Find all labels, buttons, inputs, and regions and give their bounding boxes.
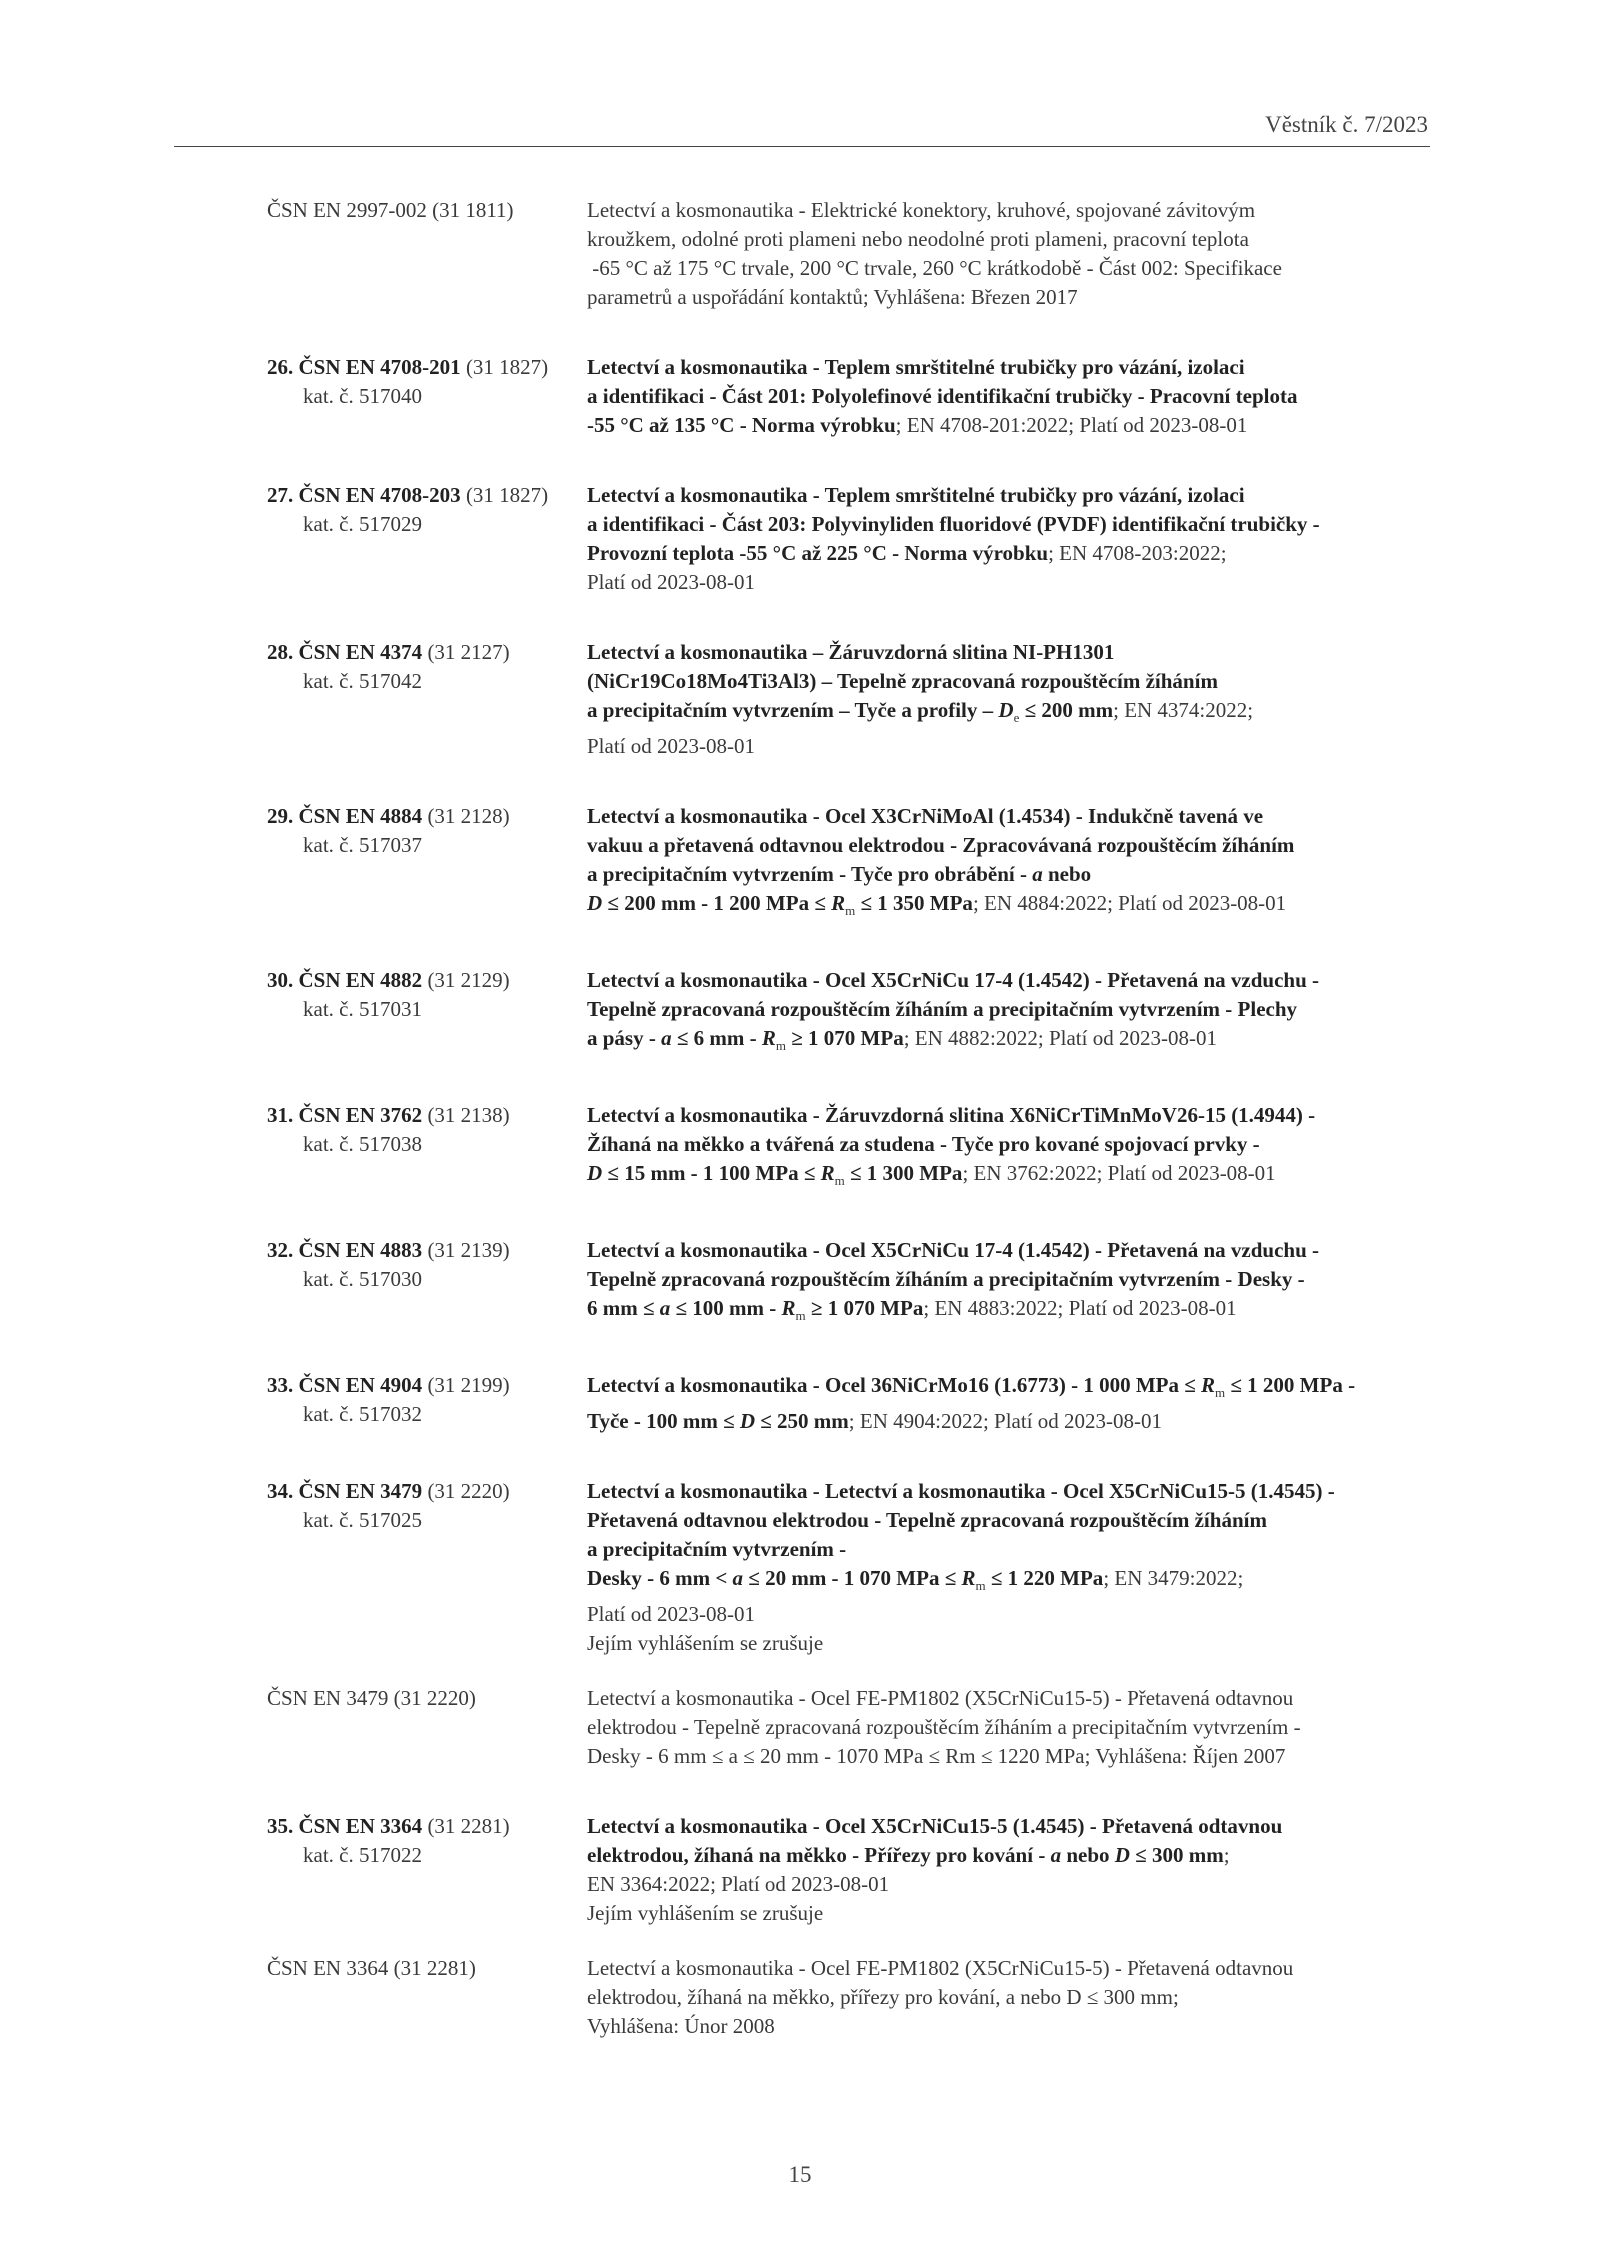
standard-code: ČSN EN 4884 [298, 804, 423, 828]
class-code: (31 2138) [422, 1103, 510, 1127]
catalog-number: kat. č. 517025 [303, 1508, 422, 1532]
class-code: (31 2127) [422, 640, 510, 664]
standard-description: Letectví a kosmonautika - Letectví a kosmonautika - Ocel X5CrNiCu15-5 (1.4545) - Přetavená odtavnou elektrodou - Tepelně zpracovaná rozpouštěcím žíháním a precipitačním vytvrzením - Desky - 6 mm < a ≤ 20 mm - 1 070 MPa ≤ $R_m \le 1$ 220 MPa; EN 3479:2022; Platí od 2023-08-01 Jejím vyhlášením se zrušuje [587, 1479, 1335, 1655]
catalog-number: kat. č. 517022 [303, 1843, 422, 1867]
list-item [174, 1101, 1436, 1195]
standard-code: ČSN EN 3364 (31 2281) [267, 1956, 476, 1980]
item-number: 32. [267, 1238, 294, 1262]
list-item [174, 1684, 1436, 1771]
standard-description: Letectví a kosmonautika - Teplem smrštitelné trubičky pro vázání, izolaci a identifikaci - Část 203: Polyvinyliden fluoridové (PVDF) identifikační trubičky - Provozní teplota -55 °C až 225 °C - Norma výrobku; EN 4708-203:2022; Platí od 2023-08-01 [587, 483, 1320, 594]
standard-code: ČSN EN 4708-201 [298, 355, 461, 379]
standard-code: ČSN EN 4904 [298, 1373, 423, 1397]
standard-description: Letectví a kosmonautika - Ocel FE-PM1802 (X5CrNiCu15-5) - Přetavená odtavnou elektrodou, žíhaná na měkko, přířezy pro kování, a nebo D ≤ 300 mm; Vyhlášena: Únor 2008 [587, 1956, 1294, 2038]
page-number: 15 [788, 2162, 812, 2187]
catalog-number: kat. č. 517031 [303, 997, 422, 1021]
catalog-number: kat. č. 517038 [303, 1132, 422, 1156]
standard-code: ČSN EN 4882 [298, 968, 423, 992]
item-number: 31. [267, 1103, 294, 1127]
journal-title: Věstník č. 7/2023 [1265, 112, 1428, 137]
list-item [174, 802, 1436, 925]
class-code: (31 2139) [422, 1238, 510, 1262]
list-item [174, 1477, 1436, 1658]
item-number: 26. [267, 355, 294, 379]
list-item [174, 1954, 1436, 2041]
standard-description: Letectví a kosmonautika - Ocel X5CrNiCu15-5 (1.4545) - Přetavená odtavnou elektrodou, žíhaná na měkko - Přířezy pro kování - a nebo D ≤ 300 mm; EN 3364:2022; Platí od 2023-08-01 Jejím vyhlášením se zrušuje [587, 1814, 1283, 1925]
item-number: 28. [267, 640, 294, 664]
standard-code: ČSN EN 3479 [298, 1479, 423, 1503]
standard-code: ČSN EN 4708-203 [298, 483, 461, 507]
catalog-number: kat. č. 517040 [303, 384, 422, 408]
list-item [174, 1236, 1436, 1330]
class-code: (31 1827) [460, 355, 549, 379]
list-item [174, 1812, 1436, 1928]
list-item [174, 481, 1436, 597]
catalog-number: kat. č. 517029 [303, 512, 422, 536]
standard-code: ČSN EN 2997-002 (31 1811) [267, 198, 514, 222]
item-number: 33. [267, 1373, 294, 1397]
list-item [174, 196, 1436, 312]
standard-description: Letectví a kosmonautika - Elektrické konektory, kruhové, spojované závitovým kroužkem, odolné proti plameni nebo neodolné proti plameni, pracovní teplota -65 °C až 175 °C trvale, 200 °C trvale, 260 °C krátkodobě - Část 002: Specifikace parametrů a uspořádání kontaktů; Vyhlášena: Březen 2017 [587, 198, 1282, 309]
catalog-number: kat. č. 517030 [303, 1267, 422, 1291]
catalog-number: kat. č. 517037 [303, 833, 422, 857]
standard-code: ČSN EN 3364 [298, 1814, 423, 1838]
standard-description: Letectví a kosmonautika - Teplem smrštitelné trubičky pro vázání, izolaci a identifikaci - Část 201: Polyolefinové identifikační trubičky - Pracovní teplota -55 °C až 135 °C - Norma výrobku; EN 4708-201:2022; Platí od 2023-08-01 [587, 355, 1298, 437]
class-code: (31 2199) [422, 1373, 510, 1397]
class-code: (31 2220) [422, 1479, 510, 1503]
catalog-number: kat. č. 517032 [303, 1402, 422, 1426]
item-number: 27. [267, 483, 294, 507]
standard-code: ČSN EN 4374 [298, 640, 423, 664]
item-number: 35. [267, 1814, 294, 1838]
list-item [174, 1371, 1436, 1436]
list-item [174, 966, 1436, 1060]
list-item [174, 353, 1436, 440]
standard-code: ČSN EN 3762 [298, 1103, 423, 1127]
class-code: (31 2129) [422, 968, 510, 992]
class-code: (31 2281) [422, 1814, 510, 1838]
standard-code: ČSN EN 4883 [298, 1238, 423, 1262]
standard-description: Letectví a kosmonautika - Ocel X3CrNiMoAl (1.4534) - Indukčně tavená ve vakuu a přetavená odtavnou elektrodou - Zpracovávaná rozpouštěcím žíháním a precipitačním vytvrzením - Tyče pro obrábění - a nebo D ≤ 200 mm - 1 200 MPa ≤ $R_m \le 1$ 350 MPa; EN 4884:2022; Platí od 2023-08-01 [587, 804, 1295, 918]
list-item [174, 638, 1436, 761]
standard-description: Letectví a kosmonautika - Žáruvzdorná slitina X6NiCrTiMnMoV26-15 (1.4944) - Žíhaná na měkko a tvářená za studena - Tyče pro kované spojovací prvky - D ≤ 15 mm - 1 100 MPa ≤ $R_m \le 1$ 300 MPa; EN 3762:2022; Platí od 2023-08-01 [587, 1103, 1316, 1188]
standard-description: Letectví a kosmonautika - Ocel X5CrNiCu 17-4 (1.4542) - Přetavená na vzduchu - Tepelně zpracovaná rozpouštěcím žíháním a precipitačním vytvrzením - Desky - 6 mm ≤ a ≤ 100 mm - $R_m \ge 1$ 070 MPa; EN 4883:2022; Platí od 2023-08-01 [587, 1238, 1320, 1323]
catalog-number: kat. č. 517042 [303, 669, 422, 693]
standard-code: ČSN EN 3479 (31 2220) [267, 1686, 476, 1710]
standards-list [174, 196, 1436, 2041]
standard-description: Letectví a kosmonautika – Žáruvzdorná slitina NI-PH1301 (NiCr19Co18Mo4Ti3Al3) – Tepelně zpracovaná rozpouštěcím žíháním a precipitačním vytvrzením – Tyče a profily – $D_e \le 200$ mm; EN 4374:2022; Platí od 2023-08-01 [587, 640, 1254, 758]
class-code: (31 1827) [460, 483, 549, 507]
item-number: 30. [267, 968, 294, 992]
item-number: 29. [267, 804, 294, 828]
standard-description: Letectví a kosmonautika - Ocel X5CrNiCu 17-4 (1.4542) - Přetavená na vzduchu - Tepelně zpracovaná rozpouštěcím žíháním a precipitačním vytvrzením - Plechy a pásy - a ≤ 6 mm - $R_m \ge 1$ 070 MPa; EN 4882:2022; Platí od 2023-08-01 [587, 968, 1320, 1053]
class-code: (31 2128) [422, 804, 510, 828]
page-header [174, 110, 1430, 147]
standard-description: Letectví a kosmonautika - Ocel 36NiCrMo16 (1.6773) - 1 000 MPa ≤ $R_m \le 1$ 200 MPa - Tyče - 100 mm ≤ D ≤ 250 mm; EN 4904:2022; Platí od 2023-08-01 [587, 1373, 1356, 1433]
standard-description: Letectví a kosmonautika - Ocel FE-PM1802 (X5CrNiCu15-5) - Přetavená odtavnou elektrodou - Tepelně zpracovaná rozpouštěcím žíháním a precipitačním vytvrzením - Desky - 6 mm ≤ a ≤ 20 mm - 1070 MPa ≤ Rm ≤ 1220 MPa; Vyhlášena: Říjen 2007 [587, 1686, 1301, 1768]
item-number: 34. [267, 1479, 294, 1503]
